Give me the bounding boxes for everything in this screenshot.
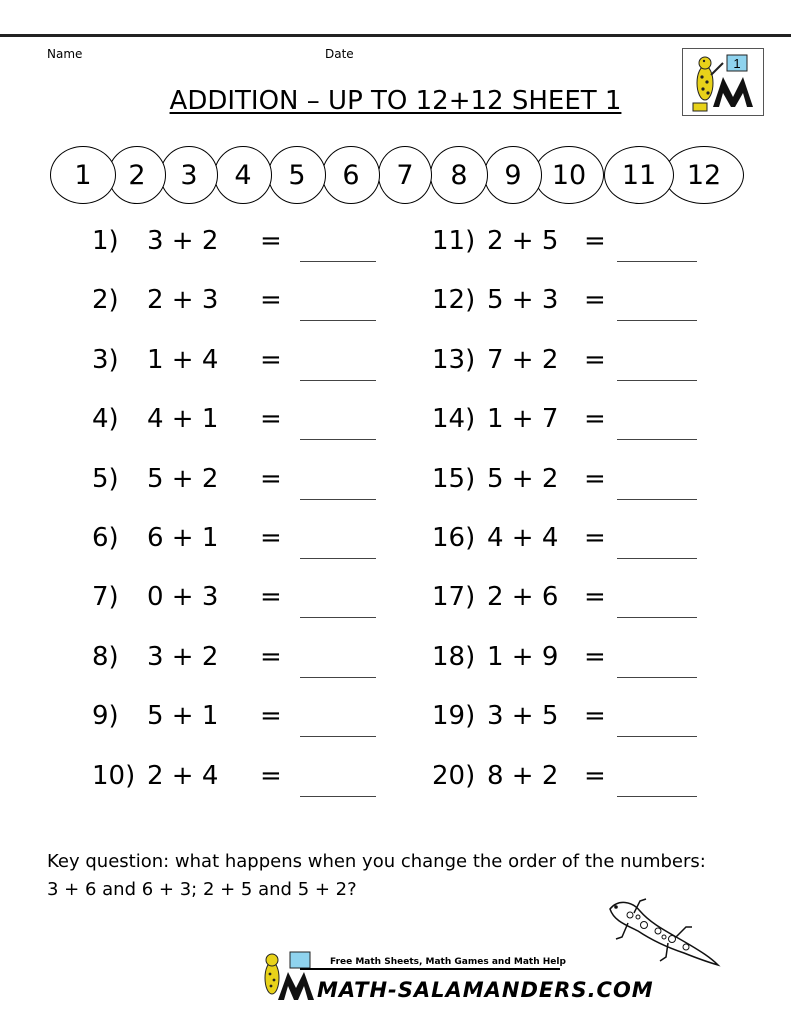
- answer-blank[interactable]: [617, 677, 697, 678]
- problem-expression: 2 + 5: [487, 226, 559, 256]
- equals-sign: =: [584, 761, 606, 791]
- answer-blank[interactable]: [617, 320, 697, 321]
- equals-sign: =: [584, 404, 606, 434]
- problem-row: [432, 642, 697, 682]
- problem-expression: 6 + 1: [147, 523, 219, 553]
- number-line-circle: 4: [214, 146, 272, 204]
- problem-number: 14): [432, 404, 476, 434]
- answer-blank[interactable]: [300, 439, 376, 440]
- footer-site-link[interactable]: MATH-SALAMANDERS.COM: [317, 978, 654, 1002]
- problem-row: [92, 464, 376, 504]
- problem-row: [432, 404, 697, 444]
- page-title: ADDITION – UP TO 12+12 SHEET 1: [169, 86, 622, 116]
- problem-row: [92, 523, 376, 563]
- equals-sign: =: [260, 701, 282, 731]
- answer-blank[interactable]: [300, 617, 376, 618]
- number-line-circle: 6: [322, 146, 380, 204]
- problem-expression: 2 + 3: [147, 285, 219, 315]
- problem-expression: 4 + 4: [487, 523, 559, 553]
- problem-row: [432, 464, 697, 504]
- equals-sign: =: [584, 642, 606, 672]
- footer-logo-icon: [256, 948, 316, 1002]
- number-line-circle: 7: [378, 146, 432, 204]
- equals-sign: =: [260, 523, 282, 553]
- number-line-circle: 10: [534, 146, 604, 204]
- equals-sign: =: [260, 226, 282, 256]
- equals-sign: =: [584, 523, 606, 553]
- problem-number: 12): [432, 285, 476, 315]
- problem-expression: 8 + 2: [487, 761, 559, 791]
- problem-number: 19): [432, 701, 476, 731]
- answer-blank[interactable]: [617, 617, 697, 618]
- problem-row: [92, 701, 376, 741]
- problem-expression: 7 + 2: [487, 345, 559, 375]
- problem-row: [92, 285, 376, 325]
- problem-expression: 1 + 4: [147, 345, 219, 375]
- problem-row: [92, 582, 376, 622]
- problem-row: [432, 523, 697, 563]
- equals-sign: =: [584, 345, 606, 375]
- footer-rule: [300, 968, 560, 970]
- equals-sign: =: [584, 464, 606, 494]
- equals-sign: =: [584, 701, 606, 731]
- equals-sign: =: [260, 464, 282, 494]
- answer-blank[interactable]: [617, 796, 697, 797]
- problem-row: [432, 345, 697, 385]
- problem-expression: 2 + 4: [147, 761, 219, 791]
- problem-expression: 3 + 2: [147, 642, 219, 672]
- header-rule: [0, 34, 791, 37]
- problem-expression: 1 + 7: [487, 404, 559, 434]
- key-question-line-1: Key question: what happens when you change the order of the numbers:: [47, 851, 706, 872]
- problem-number: 2): [92, 285, 119, 315]
- answer-blank[interactable]: [617, 499, 697, 500]
- problem-expression: 4 + 1: [147, 404, 219, 434]
- answer-blank[interactable]: [300, 499, 376, 500]
- problem-number: 4): [92, 404, 119, 434]
- problem-number: 10): [92, 761, 136, 791]
- problem-expression: 5 + 1: [147, 701, 219, 731]
- number-line-circle: 2: [108, 146, 166, 204]
- problem-expression: 1 + 9: [487, 642, 559, 672]
- problem-row: [92, 761, 376, 801]
- footer-tagline: Free Math Sheets, Math Games and Math Help: [330, 957, 566, 967]
- problem-number: 17): [432, 582, 476, 612]
- problem-row: [92, 404, 376, 444]
- grade-badge-number: 1: [733, 56, 741, 71]
- problem-row: [432, 226, 697, 266]
- answer-blank[interactable]: [617, 736, 697, 737]
- date-label: Date: [325, 47, 354, 61]
- problem-row: [92, 345, 376, 385]
- equals-sign: =: [260, 582, 282, 612]
- problem-expression: 3 + 5: [487, 701, 559, 731]
- answer-blank[interactable]: [300, 796, 376, 797]
- answer-blank[interactable]: [617, 261, 697, 262]
- equals-sign: =: [260, 404, 282, 434]
- problem-expression: 3 + 2: [147, 226, 219, 256]
- problem-number: 8): [92, 642, 119, 672]
- problem-number: 1): [92, 226, 119, 256]
- problem-row: [92, 226, 376, 266]
- answer-blank[interactable]: [300, 736, 376, 737]
- problem-row: [92, 642, 376, 682]
- problem-row: [432, 701, 697, 741]
- number-line-circle: 12: [664, 146, 744, 204]
- answer-blank[interactable]: [300, 320, 376, 321]
- number-line-circle: 9: [484, 146, 542, 204]
- problem-expression: 5 + 2: [487, 464, 559, 494]
- problem-number: 7): [92, 582, 119, 612]
- problem-row: [432, 285, 697, 325]
- key-question-line-2: 3 + 6 and 6 + 3; 2 + 5 and 5 + 2?: [47, 879, 357, 900]
- problem-expression: 5 + 3: [487, 285, 559, 315]
- number-line-circle: 3: [160, 146, 218, 204]
- answer-blank[interactable]: [300, 558, 376, 559]
- problem-number: 6): [92, 523, 119, 553]
- salamander-logo-icon: [683, 49, 763, 115]
- equals-sign: =: [260, 642, 282, 672]
- problem-number: 13): [432, 345, 476, 375]
- problem-number: 5): [92, 464, 119, 494]
- logo: [682, 48, 764, 116]
- answer-blank[interactable]: [617, 558, 697, 559]
- problem-number: 18): [432, 642, 476, 672]
- problem-number: 11): [432, 226, 476, 256]
- problem-number: 20): [432, 761, 476, 791]
- answer-blank[interactable]: [617, 439, 697, 440]
- equals-sign: =: [584, 226, 606, 256]
- problem-expression: 0 + 3: [147, 582, 219, 612]
- answer-blank[interactable]: [300, 380, 376, 381]
- equals-sign: =: [260, 345, 282, 375]
- number-line-circle: 8: [430, 146, 488, 204]
- number-line-circle: 11: [604, 146, 674, 204]
- equals-sign: =: [260, 285, 282, 315]
- equals-sign: =: [260, 761, 282, 791]
- problem-expression: 5 + 2: [147, 464, 219, 494]
- problem-row: [432, 761, 697, 801]
- problem-number: 16): [432, 523, 476, 553]
- number-line-circle: 1: [50, 146, 116, 204]
- answer-blank[interactable]: [300, 261, 376, 262]
- answer-blank[interactable]: [300, 677, 376, 678]
- name-label: Name: [47, 47, 83, 61]
- problem-number: 15): [432, 464, 476, 494]
- problem-number: 9): [92, 701, 119, 731]
- problem-number: 3): [92, 345, 119, 375]
- number-line-circle: 5: [268, 146, 326, 204]
- answer-blank[interactable]: [617, 380, 697, 381]
- problem-row: [432, 582, 697, 622]
- equals-sign: =: [584, 582, 606, 612]
- equals-sign: =: [584, 285, 606, 315]
- problem-expression: 2 + 6: [487, 582, 559, 612]
- salamander-drawing-icon: [600, 895, 725, 970]
